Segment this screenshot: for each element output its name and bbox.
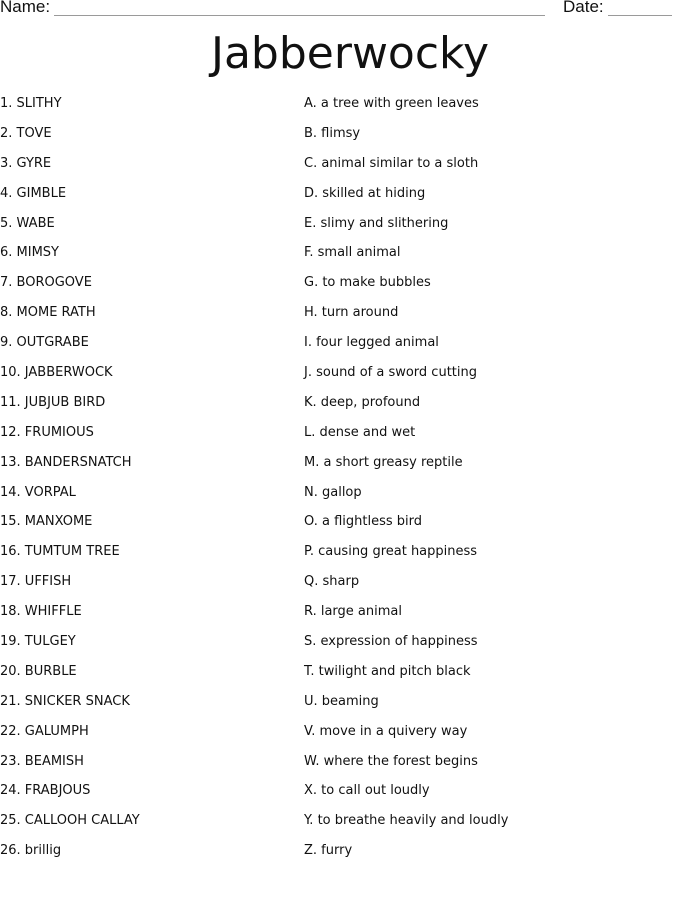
term-item: 13. BANDERSNATCH [0,454,132,470]
term-item: 9. OUTGRABE [0,335,89,351]
definition-item: F. small animal [304,245,401,261]
definition-item: I. four legged animal [304,335,439,351]
definition-item: V. move in a quivery way [304,723,468,739]
definition-item: N. gallop [304,484,362,500]
term-item: 10. JABBERWOCK [0,365,113,381]
definition-item: E. slimy and slithering [304,215,449,231]
term-item: 15. MANXOME [0,514,93,530]
definition-item: L. dense and wet [304,424,416,440]
date-blank-line [608,15,672,16]
definition-item: Y. to breathe heavily and loudly [304,813,509,829]
term-item: 20. BURBLE [0,663,77,679]
name-blank-line [54,15,545,16]
definition-item: W. where the forest begins [304,753,478,769]
term-item: 26. brillig [0,843,62,859]
term-item: 22. GALUMPH [0,723,89,739]
term-item: 1. SLITHY [0,96,62,111]
term-item: 18. WHIFFLE [0,604,82,620]
definition-item: A. a tree with green leaves [304,96,479,111]
definition-item: X. to call out loudly [304,783,430,799]
term-item: 2. TOVE [0,125,52,141]
definition-item: P. causing great happiness [304,544,478,560]
definition-item: T. twilight and pitch black [304,663,471,679]
definition-item: K. deep, profound [304,394,421,410]
date-label: Date: [563,0,604,16]
term-item: 23. BEAMISH [0,753,84,769]
definition-item: R. large animal [304,604,402,620]
definition-item: B. flimsy [304,125,361,141]
page-title: Jabberwocky [210,28,489,79]
definition-item: M. a short greasy reptile [304,454,463,470]
definitions-list [304,94,694,871]
term-item: 25. CALLOOH CALLAY [0,813,140,829]
term-item: 17. UFFISH [0,574,72,590]
name-label: Name: [0,0,51,16]
definition-item: D. skilled at hiding [304,185,426,201]
definition-item: Q. sharp [304,574,360,590]
definition-item: J. sound of a sword cutting [304,365,477,381]
term-item: 3. GYRE [0,155,52,171]
definition-item: C. animal similar to a sloth [304,155,479,171]
term-item: 8. MOME RATH [0,305,96,321]
definition-item: Z. furry [304,843,353,859]
term-item: 6. MIMSY [0,245,59,261]
term-item: 11. JUBJUB BIRD [0,394,106,410]
term-item: 12. FRUMIOUS [0,424,94,440]
definition-item: O. a flightless bird [304,514,422,530]
term-item: 19. TULGEY [0,634,76,650]
definition-item: H. turn around [304,305,399,321]
term-item: 7. BOROGOVE [0,275,92,291]
term-item: 5. WABE [0,215,55,231]
term-item: 21. SNICKER SNACK [0,693,130,709]
term-item: 24. FRABJOUS [0,783,91,799]
term-item: 16. TUMTUM TREE [0,544,120,560]
definition-item: U. beaming [304,693,379,709]
term-item: 14. VORPAL [0,484,76,500]
term-item: 4. GIMBLE [0,185,67,201]
worksheet-header [0,0,700,22]
definition-item: G. to make bubbles [304,275,431,291]
definition-item: S. expression of happiness [304,634,478,650]
terms-list [0,94,290,871]
